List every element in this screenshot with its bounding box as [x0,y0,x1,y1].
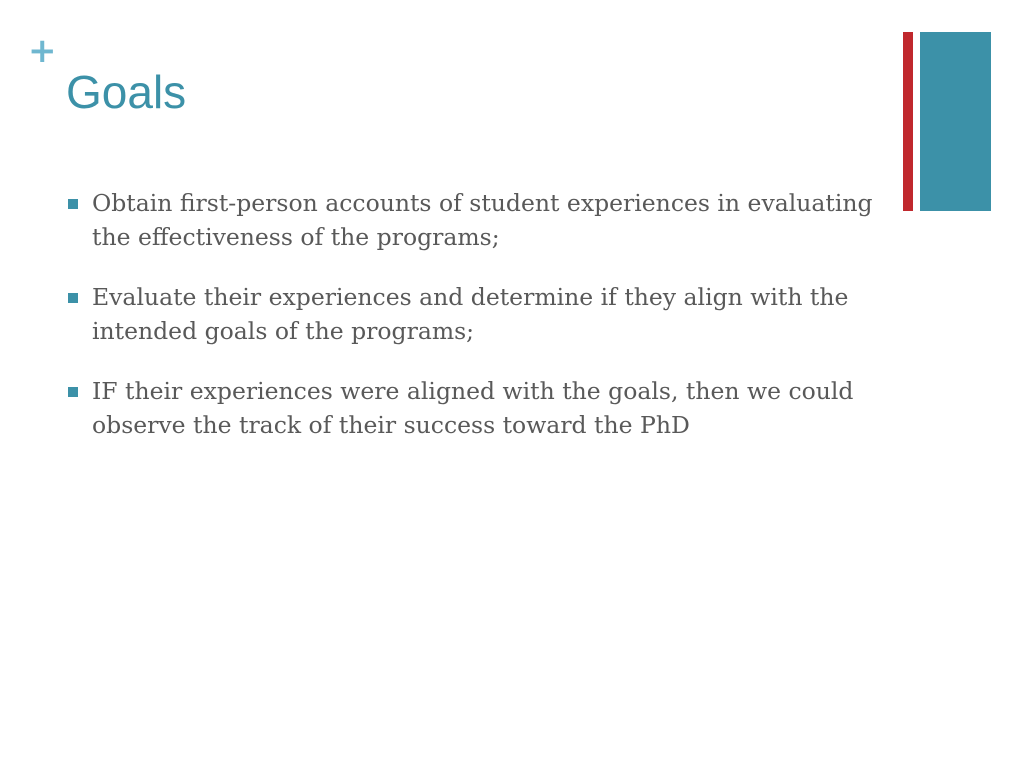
bullet-text: Obtain first-person accounts of student experiences in evaluating the effectiveness of the programs; [92,189,873,251]
square-bullet-icon [68,199,78,209]
red-accent-bar [903,32,913,211]
square-bullet-icon [68,387,78,397]
plus-icon: + [28,31,57,71]
bullet-text: Evaluate their experiences and determine if they align with the intended goals of the programs; [92,283,849,345]
bullet-list [68,186,888,468]
slide-title: Goals [66,66,187,118]
teal-accent-block [920,32,991,211]
bullet-item [68,374,888,442]
bullet-text: IF their experiences were aligned with the goals, then we could observe the track of their success toward the PhD [92,377,854,439]
bullet-item [68,280,888,348]
square-bullet-icon [68,293,78,303]
bullet-item [68,186,888,254]
